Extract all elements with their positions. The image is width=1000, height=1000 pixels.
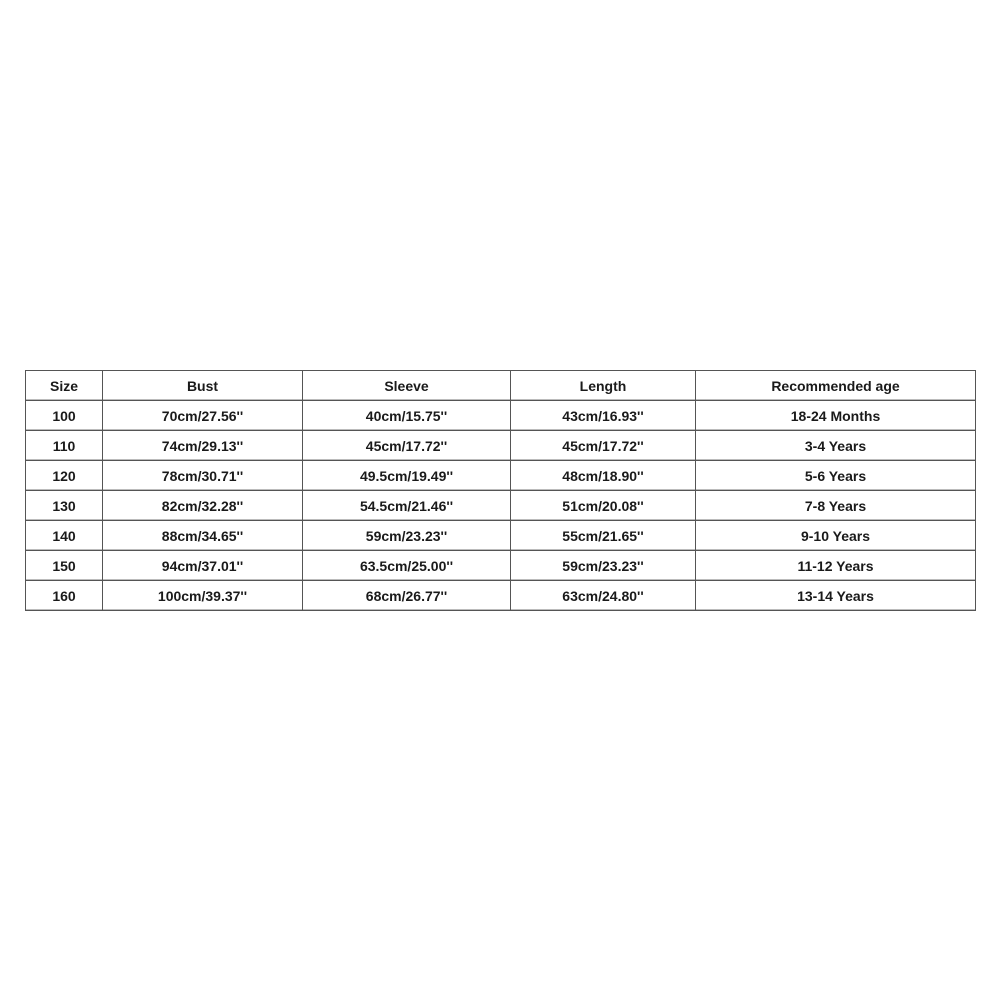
cell-sleeve: 49.5cm/19.49'' bbox=[303, 461, 511, 491]
cell-size: 160 bbox=[26, 581, 103, 611]
table-row bbox=[26, 461, 976, 491]
table-row bbox=[26, 551, 976, 581]
cell-length: 59cm/23.23'' bbox=[511, 551, 696, 581]
header-size: Size bbox=[26, 371, 103, 401]
cell-size: 140 bbox=[26, 521, 103, 551]
cell-bust: 88cm/34.65'' bbox=[103, 521, 303, 551]
cell-length: 51cm/20.08'' bbox=[511, 491, 696, 521]
cell-size: 110 bbox=[26, 431, 103, 461]
cell-size: 150 bbox=[26, 551, 103, 581]
header-sleeve: Sleeve bbox=[303, 371, 511, 401]
cell-bust: 100cm/39.37'' bbox=[103, 581, 303, 611]
cell-size: 130 bbox=[26, 491, 103, 521]
header-length: Length bbox=[511, 371, 696, 401]
header-bust: Bust bbox=[103, 371, 303, 401]
cell-bust: 74cm/29.13'' bbox=[103, 431, 303, 461]
table-row bbox=[26, 431, 976, 461]
table-row bbox=[26, 491, 976, 521]
cell-length: 45cm/17.72'' bbox=[511, 431, 696, 461]
cell-size: 100 bbox=[26, 401, 103, 431]
cell-recommended-age: 9-10 Years bbox=[696, 521, 976, 551]
cell-length: 43cm/16.93'' bbox=[511, 401, 696, 431]
header-recommended-age: Recommended age bbox=[696, 371, 976, 401]
cell-recommended-age: 13-14 Years bbox=[696, 581, 976, 611]
cell-size: 120 bbox=[26, 461, 103, 491]
cell-bust: 94cm/37.01'' bbox=[103, 551, 303, 581]
cell-sleeve: 54.5cm/21.46'' bbox=[303, 491, 511, 521]
cell-length: 48cm/18.90'' bbox=[511, 461, 696, 491]
table-row bbox=[26, 581, 976, 611]
cell-sleeve: 59cm/23.23'' bbox=[303, 521, 511, 551]
cell-sleeve: 68cm/26.77'' bbox=[303, 581, 511, 611]
cell-recommended-age: 11-12 Years bbox=[696, 551, 976, 581]
cell-sleeve: 63.5cm/25.00'' bbox=[303, 551, 511, 581]
table-row bbox=[26, 401, 976, 431]
cell-bust: 82cm/32.28'' bbox=[103, 491, 303, 521]
cell-recommended-age: 18-24 Months bbox=[696, 401, 976, 431]
cell-bust: 70cm/27.56'' bbox=[103, 401, 303, 431]
cell-recommended-age: 5-6 Years bbox=[696, 461, 976, 491]
cell-sleeve: 45cm/17.72'' bbox=[303, 431, 511, 461]
size-chart-table bbox=[25, 370, 976, 611]
cell-length: 63cm/24.80'' bbox=[511, 581, 696, 611]
cell-bust: 78cm/30.71'' bbox=[103, 461, 303, 491]
table-header-row bbox=[26, 371, 976, 401]
cell-length: 55cm/21.65'' bbox=[511, 521, 696, 551]
table-row bbox=[26, 521, 976, 551]
cell-recommended-age: 3-4 Years bbox=[696, 431, 976, 461]
cell-sleeve: 40cm/15.75'' bbox=[303, 401, 511, 431]
cell-recommended-age: 7-8 Years bbox=[696, 491, 976, 521]
